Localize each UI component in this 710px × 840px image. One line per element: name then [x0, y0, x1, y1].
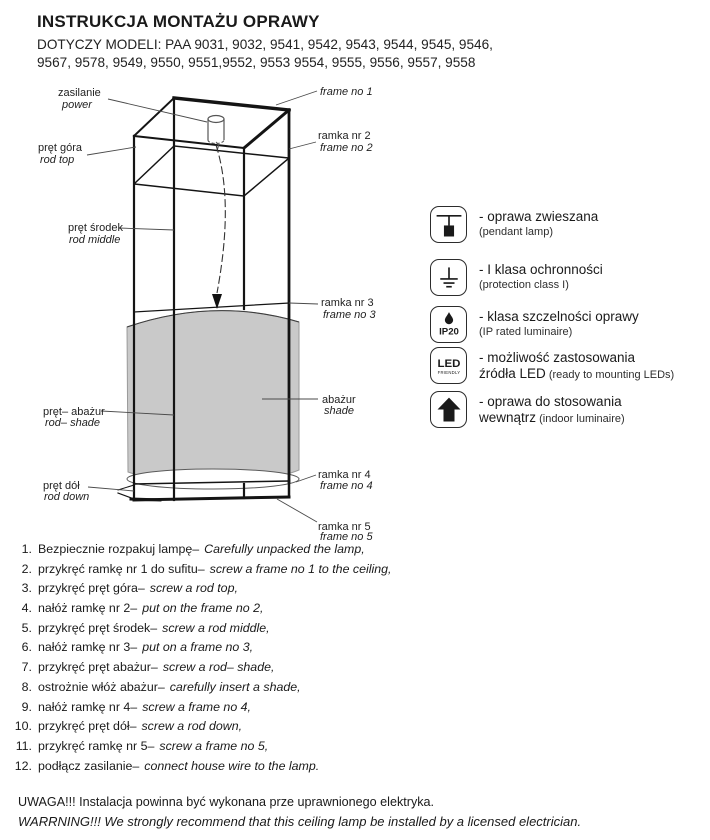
lamp-shade — [127, 311, 299, 489]
legend-text: - możliwość zastosowania — [479, 350, 636, 365]
ip20-icon — [430, 306, 467, 343]
model-list-line2: 9567, 9578, 9549, 9550, 9551,9552, 9553 9554, 9555, 9556, 9557, 9558 — [37, 54, 476, 70]
legend-text: - oprawa do stosowania — [479, 394, 622, 409]
legend-subtext: wewnątrz (indoor luminaire) — [479, 410, 625, 425]
page-title: INSTRUKCJA MONTAŻU OPRAWY — [37, 12, 320, 31]
label-zasilanie: zasilanie — [58, 87, 101, 99]
label-rod-shade: rod– shade — [45, 417, 101, 429]
model-list — [37, 36, 597, 71]
legend-row-indoor — [430, 391, 625, 428]
legend-row-pendant — [430, 206, 598, 243]
label-frame-no-5: frame no 5 — [320, 531, 373, 543]
lamp-assembly-diagram — [30, 85, 415, 545]
label-rod-top: rod top — [40, 154, 75, 166]
legend-text: - I klasa ochronności — [479, 262, 603, 277]
step-10: 10. przykręć pręt dół– screw a rod down, — [14, 719, 243, 734]
pendant-lamp-icon — [430, 206, 467, 243]
label-frame-no-1: frame no 1 — [320, 86, 373, 98]
label-power: power — [62, 99, 92, 111]
label-ramka-5: ramka nr 5 — [318, 521, 371, 533]
wire-arrow — [212, 145, 225, 309]
step-3: 3. przykręć pręt góra– screw a rod top, — [21, 581, 238, 596]
legend-row-led — [430, 347, 674, 384]
header — [37, 12, 597, 71]
shade-bottom-rim — [127, 469, 299, 489]
legend-row-protection-class — [430, 259, 603, 296]
step-1: 1. Bezpiecznie rozpakuj lampę– Carefully unpacked the lamp, — [21, 542, 365, 556]
symbol-legend — [430, 206, 708, 438]
legend-subtext: źródła LED (ready to mounting LEDs) — [479, 366, 675, 381]
step-2: 2. przykręć ramkę nr 1 do sufitu– screw a frame no 1 to the ceiling, — [21, 561, 392, 576]
legend-text: - klasa szczelności oprawy — [479, 309, 639, 324]
svg-text:LED: LED — [437, 357, 460, 370]
label-shade: shade — [324, 405, 354, 417]
label-pret-gora: pręt góra — [38, 142, 83, 154]
indoor-use-icon — [430, 391, 467, 428]
label-rod-middle: rod middle — [69, 234, 121, 246]
label-frame-no-4: frame no 4 — [320, 480, 373, 492]
svg-text:IP20: IP20 — [438, 326, 459, 338]
label-pret-abazur: pręt– abażur — [43, 406, 105, 418]
warning-en: WARRNING!!! We strongly recommend that this ceiling lamp be installed by a licensed electrician. — [18, 814, 582, 829]
label-pret-srodek: pręt środek — [68, 222, 124, 234]
label-frame-no-2: frame no 2 — [320, 142, 373, 154]
step-12: 12. podłącz zasilanie– connect house wire to the lamp. — [14, 758, 320, 773]
legend-text: - oprawa zwieszana — [479, 209, 599, 224]
step-9: 9. nałóż ramkę nr 4– screw a frame no 4, — [21, 699, 251, 714]
label-ramka-2: ramka nr 2 — [318, 130, 371, 142]
assembly-steps — [13, 542, 533, 778]
legend-subtext: (IP rated luminaire) — [479, 326, 573, 338]
label-abazur: abażur — [322, 394, 356, 406]
label-frame-no-3: frame no 3 — [323, 309, 376, 321]
model-list-line1: DOTYCZY MODELI: PAA 9031, 9032, 9541, 9542, 9543, 9544, 9545, 9546, — [37, 37, 493, 52]
step-5: 5. przykręć pręt środek– screw a rod middle, — [21, 620, 270, 635]
step-7: 7. przykręć pręt abażur– screw a rod– shade, — [21, 660, 275, 675]
step-8: 8. ostrożnie włóż abażur– carefully insert a shade, — [21, 679, 301, 694]
label-ramka-4: ramka nr 4 — [318, 469, 371, 481]
led-friendly-icon — [430, 347, 467, 384]
shade-body — [127, 311, 299, 482]
step-6: 6. nałóż ramkę nr 3– put on a frame no 3, — [21, 640, 254, 655]
protection-class-icon — [430, 259, 467, 296]
warning-pl: UWAGA!!! Instalacja powinna być wykonana prze uprawnionego elektryka. — [18, 795, 435, 809]
legend-subtext: (pendant lamp) — [479, 226, 553, 238]
label-pret-dol: pręt dół — [43, 480, 80, 492]
label-ramka-3: ramka nr 3 — [321, 297, 374, 309]
legend-row-ip-rating — [430, 306, 639, 343]
label-rod-down: rod down — [44, 491, 90, 503]
warning-block — [18, 793, 678, 831]
step-4: 4. nałóż ramkę nr 2– put on the frame no 2, — [21, 601, 264, 616]
svg-text:FRIENDLY: FRIENDLY — [437, 369, 460, 375]
legend-subtext: (protection class I) — [479, 279, 569, 291]
step-11: 11. przykręć ramkę nr 5– screw a frame no 5, — [15, 738, 269, 753]
